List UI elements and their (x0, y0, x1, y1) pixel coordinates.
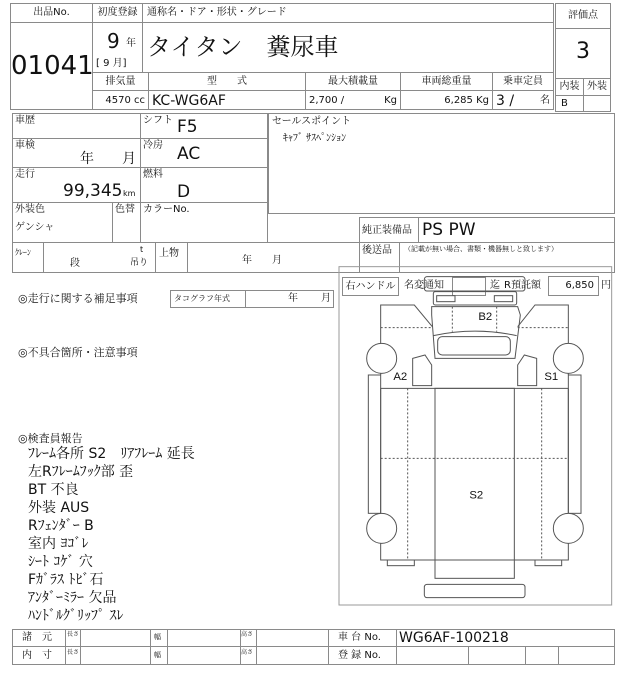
doors (413, 355, 537, 386)
model-cell (148, 90, 306, 110)
spec-header-label: 乗車定員 (503, 76, 543, 87)
history-cell (12, 113, 141, 139)
crane-label: ｸﾚｰﾝ (15, 248, 31, 257)
year-unit: 年 (126, 38, 136, 49)
crane-ton: t (140, 245, 144, 254)
col-line (150, 629, 151, 665)
inspector-item: ｱﾝﾀﾞｰﾐﾗｰ 欠品 (28, 590, 117, 606)
panel-dotted-lines (381, 307, 569, 560)
color-no-label: カラーNo. (143, 204, 190, 215)
capacity-unit: 名 (540, 95, 550, 106)
score-label: 評価点 (568, 10, 598, 21)
later-label: 後送品 (362, 245, 392, 256)
body-label-cell (155, 242, 188, 273)
interior-label-cell (555, 78, 584, 96)
tacho-month: 月 (321, 293, 331, 304)
max-load-unit: Kg (384, 95, 397, 106)
history-label: 車歴 (15, 115, 35, 126)
body-outline (381, 388, 569, 560)
vehicle-diagram (335, 265, 625, 625)
cab (432, 307, 521, 359)
body-label: 上物 (159, 248, 179, 259)
right-hand-label: 右ハンドル (345, 281, 396, 292)
front-fenders (381, 305, 569, 375)
lot-number: 01041 (11, 51, 94, 81)
inspector-item: 左Rﾌﾚｰﾑﾌｯｸ部 歪 (28, 464, 134, 480)
front-bumper (424, 277, 525, 291)
crane-stage: 段 (70, 258, 80, 269)
tacho-box (170, 290, 334, 308)
wheel-front-right (553, 343, 583, 373)
gross-weight-cell (400, 90, 493, 110)
damage-mark: A2 (393, 371, 408, 383)
sales-point-value: ｷｬﾌﾞ ｻｽﾍﾟﾝｼｮﾝ (283, 133, 347, 144)
ac-value: AC (177, 144, 201, 164)
col-line (80, 629, 81, 665)
mileage-unit: km (123, 189, 136, 198)
fuel-value: D (177, 182, 191, 202)
cab-line (433, 331, 516, 336)
col-line (468, 647, 469, 665)
windshield (438, 337, 511, 355)
max-load: 2,700 / (309, 95, 345, 106)
spec-header-model (148, 72, 306, 91)
crane-label-cell (12, 242, 44, 273)
tacho-label-cell (171, 291, 246, 307)
inspection-value: 年 月 (80, 151, 136, 167)
col-line (525, 647, 526, 665)
body-date: 年 月 (242, 255, 282, 266)
shift-cell (140, 113, 268, 139)
exterior-label: 外装 (587, 81, 607, 92)
crane-cell (43, 242, 156, 273)
col-line (558, 647, 559, 665)
ac-label: 冷房 (143, 140, 163, 151)
spec-header-label: 型 式 (207, 76, 247, 87)
model: KC-WG6AF (152, 93, 226, 109)
col-line (256, 629, 257, 665)
col-line (167, 629, 168, 665)
capacity: 3 / (496, 93, 515, 109)
damage-mark: B2 (478, 311, 493, 323)
width-label: 幅 (154, 633, 161, 641)
lot-label-cell (10, 3, 93, 23)
name-change-label: 名変通知 (404, 280, 444, 291)
first-reg-month: [ 9 月] (96, 58, 127, 69)
first-reg-cell (92, 22, 143, 73)
name-label-cell (142, 3, 554, 23)
inspection-label: 車検 (15, 140, 35, 151)
inspector-item: BT 不良 (28, 482, 79, 498)
shift-value: F5 (177, 117, 198, 137)
capacity-cell (492, 90, 554, 110)
later-note: （記載が無い場合、書類・機器無しと致します） (404, 245, 558, 253)
score-cell (555, 28, 611, 79)
color-change-label: 色替 (115, 204, 135, 215)
inspector-item: ﾌﾚｰﾑ各所 S2 ﾘｱﾌﾚｰﾑ 延長 (28, 446, 195, 462)
cargo-bed (435, 388, 514, 560)
side-bar-right (568, 375, 581, 513)
rear-lamp-right (535, 560, 562, 566)
mileage-label: 走行 (15, 169, 35, 180)
height-label: 高さ (241, 649, 254, 656)
damage-mark: S2 (469, 489, 484, 502)
inspector-label: ◎検査員報告 (18, 432, 83, 445)
first-reg-year: 9 (107, 29, 120, 53)
rear-bumper (424, 584, 525, 597)
tacho-year: 年 (288, 293, 298, 304)
length-label: 長さ (67, 649, 80, 656)
inspector-item: 室内 ﾖｺﾞﾚ (28, 536, 89, 552)
mileage-value: 99,345 (63, 181, 123, 201)
interior-grade: B (561, 98, 568, 109)
color-change-cell (112, 202, 141, 243)
recycle-value: 6,850 (565, 280, 594, 291)
inspector-item: Fｶﾞﾗｽ ﾄﾋﾞ石 (28, 572, 104, 588)
inspector-item: ﾊﾝﾄﾞﾙｸﾞﾘｯﾌﾟ ｽﾚ (28, 608, 124, 624)
color-no-cell (140, 202, 268, 243)
interior-grade-cell (555, 95, 584, 112)
displacement-cell (92, 90, 149, 110)
spec-header-label: 排気量 (105, 76, 136, 87)
chassis-value: WG6AF-100218 (399, 630, 509, 646)
until-label: 迄 (490, 280, 500, 291)
crane-hoist: 吊り (130, 258, 149, 268)
spec-header-displacement (92, 72, 149, 91)
registration-label: 登 録 No. (338, 650, 381, 661)
grille (433, 292, 516, 305)
spec-header-label: 車両総重量 (421, 76, 472, 87)
fuel-cell (140, 167, 268, 203)
sales-point-box (268, 113, 615, 214)
headlight-left (437, 296, 455, 302)
first-reg-label: 初度登録 (97, 7, 138, 18)
spec-header-label: 最大積載量 (328, 76, 378, 87)
equipment-value: PS PW (422, 220, 476, 240)
exterior-label-cell (583, 78, 611, 96)
wheel-front-left (367, 343, 397, 373)
length-label: 長さ (67, 631, 80, 638)
lot-label: 出品No. (33, 7, 70, 18)
displacement: 4570 cc (105, 95, 145, 106)
color-cell (12, 202, 113, 243)
side-bar-left (368, 375, 380, 513)
equipment-label-cell (359, 217, 419, 243)
inspector-item: 外装 AUS (28, 500, 90, 516)
yen-label: 円 (601, 280, 611, 291)
driving-notes-label: ◎走行に関する補足事項 (18, 292, 138, 305)
inspector-item: Rﾌｪﾝﾀﾞｰ B (28, 518, 94, 534)
max-load-cell (305, 90, 401, 110)
exterior-grade-cell (583, 95, 611, 112)
chassis-label: 車 台 No. (338, 632, 381, 643)
shift-label: シフト (143, 115, 173, 126)
col-line (65, 629, 66, 665)
gross-weight: 6,285 Kg (444, 95, 489, 106)
color-label: 外装色 (15, 204, 45, 215)
first-reg-label-cell (92, 3, 143, 23)
specs-label: 諸 元 (22, 632, 52, 643)
score: 3 (576, 39, 590, 64)
equipment-label: 純正装備品 (362, 225, 412, 236)
width-label: 幅 (154, 651, 161, 659)
score-label-cell (555, 3, 611, 29)
diagram-frame (339, 267, 612, 605)
vehicle-name-cell (142, 22, 554, 73)
color-value: ゲンシャ (15, 222, 55, 233)
recycle-label: R預託額 (504, 280, 541, 291)
tacho-label: タコグラフ年式 (174, 294, 230, 303)
defects-label: ◎不具合箇所・注意事項 (18, 346, 138, 359)
spec-header-max-load (305, 72, 401, 91)
footer-row-divider (12, 629, 615, 647)
spec-header-capacity (492, 72, 554, 91)
fuel-label: 燃料 (143, 169, 163, 180)
sales-point-label: セールスポイント (272, 116, 352, 127)
inspection-cell (12, 138, 141, 168)
interior-label: 内装 (559, 81, 580, 92)
equipment-cell (418, 217, 615, 243)
wheel-rear-right (553, 513, 583, 543)
wheel-rear-left (367, 513, 397, 543)
name-label: 通称名・ドア・形状・グレード (147, 7, 287, 18)
rear-lamp-left (387, 560, 414, 566)
mileage-cell (12, 167, 141, 203)
col-line (328, 629, 329, 665)
vehicle-name: タイタン 糞尿車 (147, 33, 339, 61)
ac-cell (140, 138, 268, 168)
lot-number-cell (10, 22, 93, 110)
inspector-item: ｼｰﾄ ｺｹﾞ 穴 (28, 554, 93, 570)
spec-header-gross-weight (400, 72, 493, 91)
damage-mark: S1 (544, 371, 559, 383)
col-line (396, 629, 397, 665)
height-label: 高さ (241, 631, 254, 638)
headlight-right (494, 296, 512, 302)
inner-label: 内 寸 (22, 650, 52, 661)
rear-panel (435, 560, 514, 578)
